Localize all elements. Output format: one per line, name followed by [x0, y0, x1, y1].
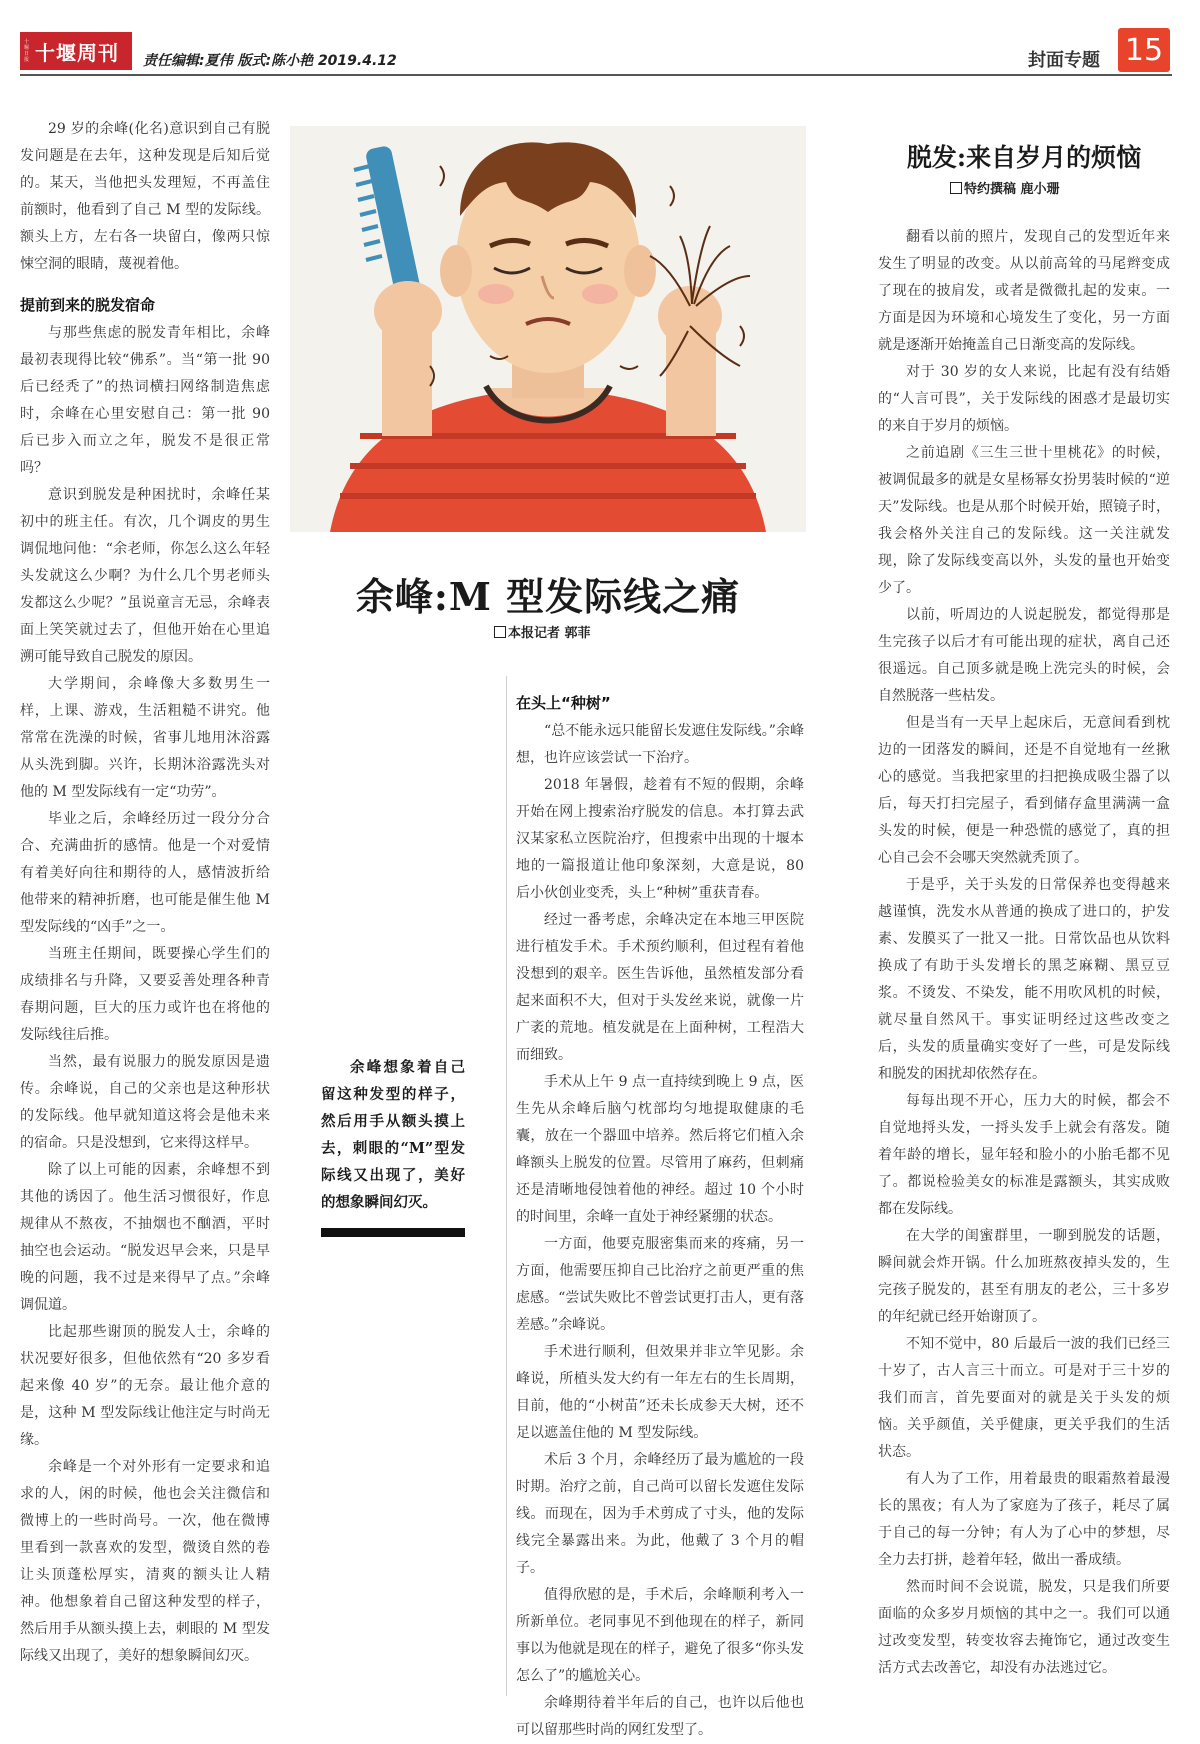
byline-box-icon	[494, 626, 506, 638]
body-paragraph: 意识到脱发是种困扰时，余峰任某初中的班主任。有次，几个调皮的男生调侃地问他：“余老师，你怎么这么年轻头发就这么少啊？为什么几个男老师头发都这么少呢？”虽说童言无忌，余峰表面上笑笑就过去了，但他开始在心里追溯可能导致自己脱发的原因。	[20, 487, 270, 665]
masthead	[20, 32, 132, 70]
body-paragraph: 值得欣慰的是，手术后，余峰顺利考入一所新单位。老同事见不到他现在的样子，新同事以为他就是现在的样子，避免了很多“你头发怎么了”的尴尬关心。	[516, 1587, 804, 1684]
column-divider	[506, 676, 507, 1696]
body-paragraph: 手术进行顺利，但效果并非立竿见影。余峰说，所植头发大约有一年左右的生长周期，目前，他的“小树苗”还未长成参天大树，还不足以遮盖住他的 M 型发际线。	[516, 1344, 804, 1441]
body-paragraph: 毕业之后，余峰经历过一段分分合合、充满曲折的感情。他是一个对爱情有着美好向往和期待的人，感情波折给他带来的精神折磨，也可能是催生他 M 型发际线的“凶手”之一。	[20, 811, 270, 935]
body-paragraph: 比起那些谢顶的脱发人士，余峰的状况要好很多，但他依然有“20 多岁看起来像 40 岁”的无奈。最让他介意的是，这种 M 型发际线让他注定与时尚无缘。	[20, 1324, 270, 1448]
side-story-column	[878, 224, 1170, 1682]
body-paragraph: 以前，听周边的人说起脱发，都觉得那是生完孩子以后才有可能出现的症状，离自己还很遥远。自己顶多就是晚上洗完头的时候，会自然脱落一些枯发。	[878, 607, 1170, 704]
main-headline: 余峰:M 型发际线之痛	[355, 574, 741, 619]
hair-loss-illustration	[290, 126, 806, 532]
body-paragraph: 2018 年暑假，趁着有不短的假期，余峰开始在网上搜索治疗脱发的信息。本打算去武汉某家私立医院治疗，但搜索中出现的十堰本地的一篇报道让他印象深刻，大意是说，80 后小伙创业变秃，头上“种树”重获青春。	[516, 777, 804, 901]
body-paragraph: 手术从上午 9 点一直持续到晚上 9 点，医生先从余峰后脑勺枕部均匀地提取健康的毛囊，放在一个器皿中培养。然后将它们植入余峰额头上脱发的位置。尽管用了麻药，但刺痛还是清晰地侵蚀着他的神经。超过 10 个小时的时间里，余峰一直处于神经紧绷的状态。	[516, 1074, 804, 1225]
body-paragraph: 之前追剧《三生三世十里桃花》的时候，被调侃最多的就是女星杨幂女扮男装时候的“逆天”发际线。也是从那个时候开始，照镜子时，我会格外关注自己的发际线。这一关注就发现，除了发际线变高以外，头发的量也开始变少了。	[878, 445, 1170, 596]
illustration-svg	[290, 126, 806, 532]
masthead-small-text: 十堰日报	[24, 39, 30, 63]
body-paragraph: 一方面，他要克服密集而来的疼痛，另一方面，他需要压抑自己比治疗之前更严重的焦虑感。“尝试失败比不曾尝试更打击人，更有落差感。”余峰说。	[516, 1236, 804, 1333]
body-paragraph: 余峰期待着半年后的自己，也许以后他也可以留那些时尚的网红发型了。	[516, 1695, 804, 1738]
body-paragraph: 翻看以前的照片，发现自己的发型近年来发生了明显的改变。从以前高耸的马尾辫变成了现在的披肩发，或者是微微扎起的发束。一方面是因为环境和心境发生了变化，另一方面就是逐渐开始掩盖自己日渐变高的发际线。	[878, 229, 1170, 353]
body-paragraph: 当班主任期间，既要操心学生们的成绩排名与升降，又要妥善处理各种青春期问题，巨大的压力或许也在将他的发际线往后推。	[20, 946, 270, 1043]
section-heading: 提前到来的脱发宿命	[20, 296, 156, 314]
masthead-title: 十堰周刊	[35, 40, 119, 65]
section-heading: 在头上“种树”	[516, 694, 611, 712]
body-paragraph: 在大学的闺蜜群里，一聊到脱发的话题，瞬间就会炸开锅。什么加班熬夜掉头发的，生完孩子脱发的，甚至有朋友的老公，三十多岁的年纪就已经开始谢顶了。	[878, 1228, 1170, 1325]
main-story-column-3	[516, 676, 804, 1744]
byline-box-icon	[950, 182, 962, 194]
body-paragraph: 与那些焦虑的脱发青年相比，余峰最初表现得比较“佛系”。当“第一批 90 后已经秃了”的热词横扫网络制造焦虑时，余峰在心里安慰自己：第一批 90 后已步入而立之年，脱发不是很正常吗？	[20, 325, 270, 476]
side-byline	[950, 178, 1060, 197]
body-paragraph: 大学期间，余峰像大多数男生一样，上课、游戏，生活粗糙不讲究。他常常在洗澡的时候，省事儿地用沐浴露从头洗到脚。兴许，长期沐浴露洗头对他的 M 型发际线有一定“功劳”。	[20, 676, 270, 800]
section-label: 封面专题	[1028, 50, 1100, 71]
header-rule	[20, 74, 1172, 76]
side-headline: 脱发:来自岁月的烦恼	[906, 143, 1142, 172]
body-paragraph: 余峰是一个对外形有一定要求和追求的人，闲的时候，他也会关注微信和微博上的一些时尚号。一次，他在微博里看到一款喜欢的发型，微烫自然的卷让头顶蓬松厚实，清爽的额头让人精神。他想象着自己留这种发型的样子，然后用手从额头摸上去，刺眼的 M 型发际线又出现了，美好的想象瞬间幻灭。	[20, 1459, 270, 1664]
side-byline-text: 特约撰稿 鹿小珊	[964, 182, 1060, 197]
body-paragraph: 对于 30 岁的女人来说，比起有没有结婚的“人言可畏”，关于发际线的困惑才是最切实的来自于岁月的烦恼。	[878, 364, 1170, 434]
pull-quote: 余峰想象着自己留这种发型的样子，然后用手从额头摸上去，刺眼的“M”型发际线又出现了，美好的想象瞬间幻灭。	[321, 1059, 465, 1211]
body-paragraph: 术后 3 个月，余峰经历了最为尴尬的一段时期。治疗之前，自己尚可以留长发遮住发际线。而现在，因为手术剪成了寸头，他的发际线完全暴露出来。为此，他戴了 3 个月的帽子。	[516, 1452, 804, 1576]
main-byline-text: 本报记者 郭菲	[508, 626, 591, 641]
main-byline	[494, 622, 591, 641]
body-paragraph: 29 岁的余峰(化名)意识到自己有脱发问题是在去年，这种发现是后知后觉的。某天，当他把头发理短，不再盖住前额时，他看到了自己 M 型的发际线。额头上方，左右各一块留白，像两只惊悚空洞的眼睛，蔑视着他。	[20, 121, 270, 272]
page-number-badge: 15	[1118, 28, 1170, 72]
body-paragraph: 经过一番考虑，余峰决定在本地三甲医院进行植发手术。手术预约顺利，但过程有着他没想到的艰辛。医生告诉他，虽然植发部分看起来面积不大，但对于头发丝来说，就像一片广袤的荒地。植发就是在上面种树，工程浩大而细致。	[516, 912, 804, 1063]
body-paragraph: “总不能永远只能留长发遮住发际线。”余峰想，也许应该尝试一下治疗。	[516, 723, 804, 766]
body-paragraph: 但是当有一天早上起床后，无意间看到枕边的一团落发的瞬间，还是不自觉地有一丝揪心的感觉。当我把家里的扫把换成吸尘器了以后，每天打扫完屋子，看到储存盒里满满一盒头发的时候，便是一种恐慌的感觉了，真的担心自己会不会哪天突然就秃顶了。	[878, 715, 1170, 866]
body-paragraph: 每每出现不开心，压力大的时候，都会不自觉地捋头发，一捋头发手上就会有落发。随着年龄的增长，显年轻和脸小的小胎毛都不见了。都说检验美女的标准是露额头，其实成败都在发际线。	[878, 1093, 1170, 1217]
body-paragraph: 不知不觉中，80 后最后一波的我们已经三十岁了，古人言三十而立。可是对于三十岁的我们而言，首先要面对的就是关于头发的烦恼。关乎颜值，关乎健康，更关乎我们的生活状态。	[878, 1336, 1170, 1460]
body-paragraph: 于是乎，关于头发的日常保养也变得越来越谨慎，洗发水从普通的换成了进口的，护发素、发膜买了一批又一批。日常饮品也从饮料换成了有助于头发增长的黑芝麻糊、黑豆豆浆。不烫发、不染发，能不用吹风机的时候，就尽量自然风干。事实证明经过这些改变之后，头发的质量确实变好了一些，可是发际线和脱发的困扰却依然存在。	[878, 877, 1170, 1082]
main-story-column-1	[20, 116, 270, 1670]
body-paragraph: 有人为了工作，用着最贵的眼霜熬着最漫长的黑夜；有人为了家庭为了孩子，耗尽了属于自己的每一分钟；有人为了心中的梦想，尽全力去打拼，趁着年轻，做出一番成绩。	[878, 1471, 1170, 1568]
body-paragraph: 除了以上可能的因素，余峰想不到其他的诱因了。他生活习惯很好，作息规律从不熬夜，不抽烟也不酗酒，平时抽空也会运动。“脱发迟早会来，只是早晚的问题，我不过是来得早了点。”余峰调侃道。	[20, 1162, 270, 1313]
editor-credits: 责任编辑:夏伟 版式:陈小艳 2019.4.12	[143, 53, 397, 69]
body-paragraph: 当然，最有说服力的脱发原因是遗传。余峰说，自己的父亲也是这种形状的发际线。他早就知道这将会是他未来的宿命。只是没想到，它来得这样早。	[20, 1054, 270, 1151]
pull-quote-bar	[321, 1228, 465, 1237]
body-paragraph: 然而时间不会说谎，脱发，只是我们所要面临的众多岁月烦恼的其中之一。我们可以通过改变发型，转变妆容去掩饰它，通过改变生活方式去改善它，却没有办法逃过它。	[878, 1579, 1170, 1676]
